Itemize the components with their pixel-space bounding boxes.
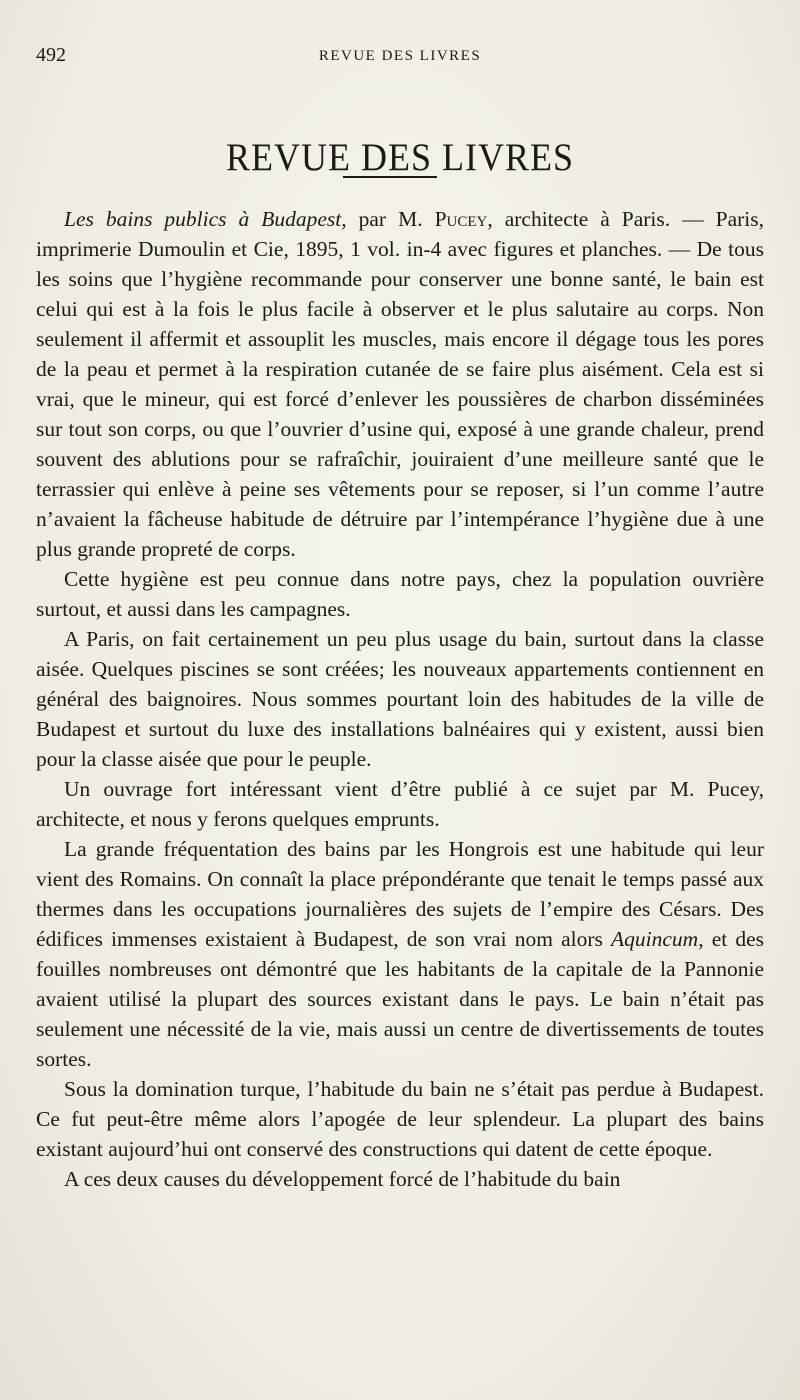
paragraph-5-text-a: La grande fréquentation des bains par les Hongrois est une habitude qui leur vient des Romains. On connaît la place prépondérante que tenait le temps passé aux thermes dans les occupations journalières des sujets de l’empire des Césars. Des édifices immenses existaient à Budapest, de son vrai nom alors <box>36 837 764 951</box>
section-title: REVUE DES LIVRES <box>226 135 574 179</box>
paragraph-5 <box>36 834 764 1074</box>
book-title: Les bains publics à Budapest, <box>64 207 347 231</box>
review-body <box>36 204 764 1194</box>
page-number: 492 <box>36 44 66 66</box>
paragraph-1-text: , architecte à Paris. — Paris, imprimerie Dumoulin et Cie, 1895, 1 vol. in-4 avec figures et planches. — De tous les soins que l’hygiène recommande pour conserver une bonne santé, le bain est celui qui est à la fois le plus facile à observer et le plus salutaire au corps. Non seulement il affermit et assouplit les muscles, mais encore il dégage tous les pores de la peau et permet à la respiration cutanée de se faire plus aisément. Cela est si vrai, que le mineur, qui est forcé d’enlever les poussières de charbon disséminées sur tout son corps, ou que l’ouvrier d’usine qui, exposé à une grande chaleur, prend souvent des ablutions pour se rafraîchir, jouiraient d’une meilleure santé que le terrassier qui enlève à peine ses vêtements pour se reposer, si l’un comme l’autre n’avaient la fâcheuse habitude de détruire par l’intempérance l’hygiène due à une plus grande propreté de corps. <box>36 207 764 561</box>
author-name: Pucey <box>434 207 488 231</box>
paragraph-7: A ces deux causes du développement forcé de l’habitude du bain <box>64 1167 621 1191</box>
running-title: REVUE DES LIVRES <box>318 48 482 64</box>
paragraph-6: Sous la domination turque, l’habitude du bain ne s’était pas perdue à Budapest. Ce fut peut-être même alors l’apogée de leur splendeur. La plupart des bains existant aujourd’hui ont conservé des constructions qui datent de cette époque. <box>36 1077 764 1161</box>
paragraph-3: A Paris, on fait certainement un peu plus usage du bain, surtout dans la classe aisée. Quelques piscines se sont créées; les nouveaux appartements contiennent en général des baignoires. Nous sommes pourtant loin des habitudes de la ville de Budapest et surtout du luxe des installations balnéaires qui y existent, aussi bien pour la classe aisée que pour le peuple. <box>36 627 764 771</box>
paragraph-4: Un ouvrage fort intéressant vient d’être publié à ce sujet par M. Pucey, architecte, et nous y ferons quelques emprunts. <box>36 777 764 831</box>
by-text: par M. <box>346 207 435 231</box>
title-rule <box>343 176 437 178</box>
paragraph-2: Cette hygiène est peu connue dans notre pays, chez la population ouvrière surtout, et aussi dans les campagnes. <box>36 567 764 621</box>
city-name: Aquincum <box>611 927 699 951</box>
paragraph-5-text-b: , et des fouilles nombreuses ont démontré que les habitants de la capitale de la Pannonie avaient utilisé la plupart des sources existant dans le pays. Le bain n’était pas seulement une nécessité de la vie, mais aussi un centre de divertissements de toutes sortes. <box>36 927 765 1071</box>
paragraph-1 <box>36 204 764 564</box>
running-head <box>36 44 764 70</box>
